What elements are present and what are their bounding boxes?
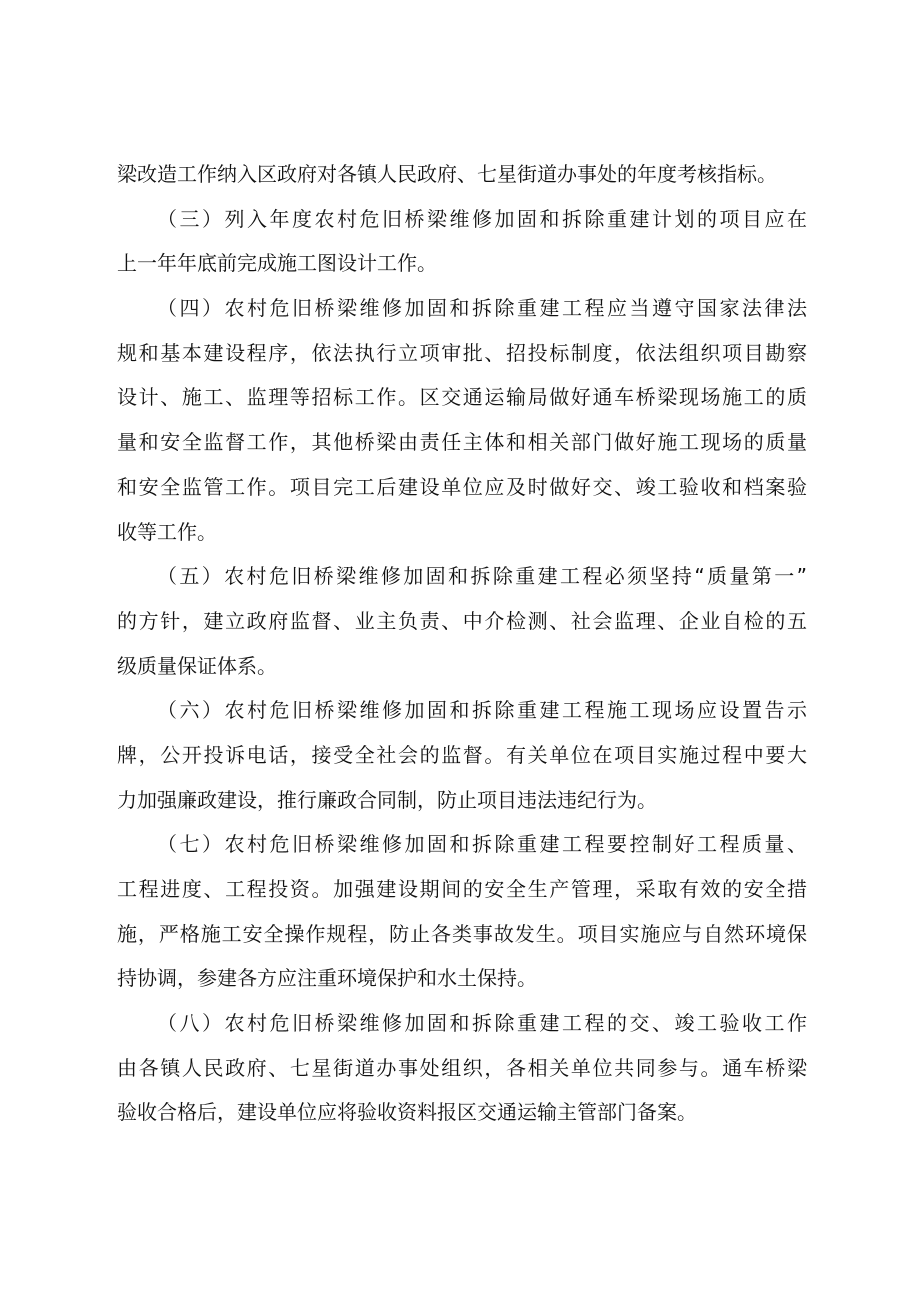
text-line: 和安全监管工作。项目完工后建设单位应及时做好交、竣工验收和档案验 [117, 474, 807, 499]
document-body [117, 152, 807, 1135]
text-line: 收等工作。 [117, 519, 217, 544]
text-line: （七）农村危旧桥梁维修加固和拆除重建工程要控制好工程质量、 [157, 832, 807, 857]
text-line: 持协调，参建各方应注重环境保护和水土保持。 [117, 966, 537, 991]
text-line: 设计、施工、监理等招标工作。区交通运输局做好通车桥梁现场施工的质 [117, 385, 807, 410]
paragraph-item-6 [117, 688, 807, 822]
text-line: （四）农村危旧桥梁维修加固和拆除重建工程应当遵守国家法律法 [157, 296, 807, 321]
text-line: 力加强廉政建设，推行廉政合同制，防止项目违法违纪行为。 [117, 787, 657, 812]
paragraph-item-4 [117, 286, 807, 554]
paragraph-continuation [117, 152, 807, 197]
paragraph-item-8 [117, 1001, 807, 1135]
text-line: 级质量保证体系。 [117, 653, 277, 678]
text-line: （三）列入年度农村危旧桥梁维修加固和拆除重建计划的项目应在 [157, 206, 807, 231]
text-line: 量和安全监督工作，其他桥梁由责任主体和相关部门做好施工现场的质量 [117, 430, 807, 455]
text-line: 梁改造工作纳入区政府对各镇人民政府、七星街道办事处的年度考核指标。 [117, 162, 777, 186]
text-line: 由各镇人民政府、七星街道办事处组织，各相关单位共同参与。通车桥梁 [117, 1055, 807, 1080]
text-line: 工程进度、工程投资。加强建设期间的安全生产管理，采取有效的安全措 [117, 877, 807, 901]
text-line: 牌，公开投诉电话，接受全社会的监督。有关单位在项目实施过程中要大 [117, 742, 807, 767]
text-line: 施，严格施工安全操作规程，防止各类事故发生。项目实施应与自然环境保 [117, 921, 807, 946]
paragraph-item-3 [117, 197, 807, 286]
text-line: 规和基本建设程序，依法执行立项审批、招投标制度，依法组织项目勘察 [117, 340, 807, 365]
text-line: （六）农村危旧桥梁维修加固和拆除重建工程施工现场应设置告示 [157, 698, 807, 723]
paragraph-item-5 [117, 554, 807, 688]
text-line: 验收合格后，建设单位应将验收资料报区交通运输主管部门备案。 [117, 1100, 697, 1125]
text-line: 上一年年底前完成施工图设计工作。 [117, 251, 437, 276]
paragraph-item-7 [117, 822, 807, 1001]
text-line: 的方针，建立政府监督、业主负责、中介检测、社会监理、企业自检的五 [117, 608, 807, 633]
text-line: （八）农村危旧桥梁维修加固和拆除重建工程的交、竣工验收工作 [157, 1011, 807, 1036]
text-line: （五）农村危旧桥梁维修加固和拆除重建工程必须坚持“质量第一” [157, 564, 807, 589]
